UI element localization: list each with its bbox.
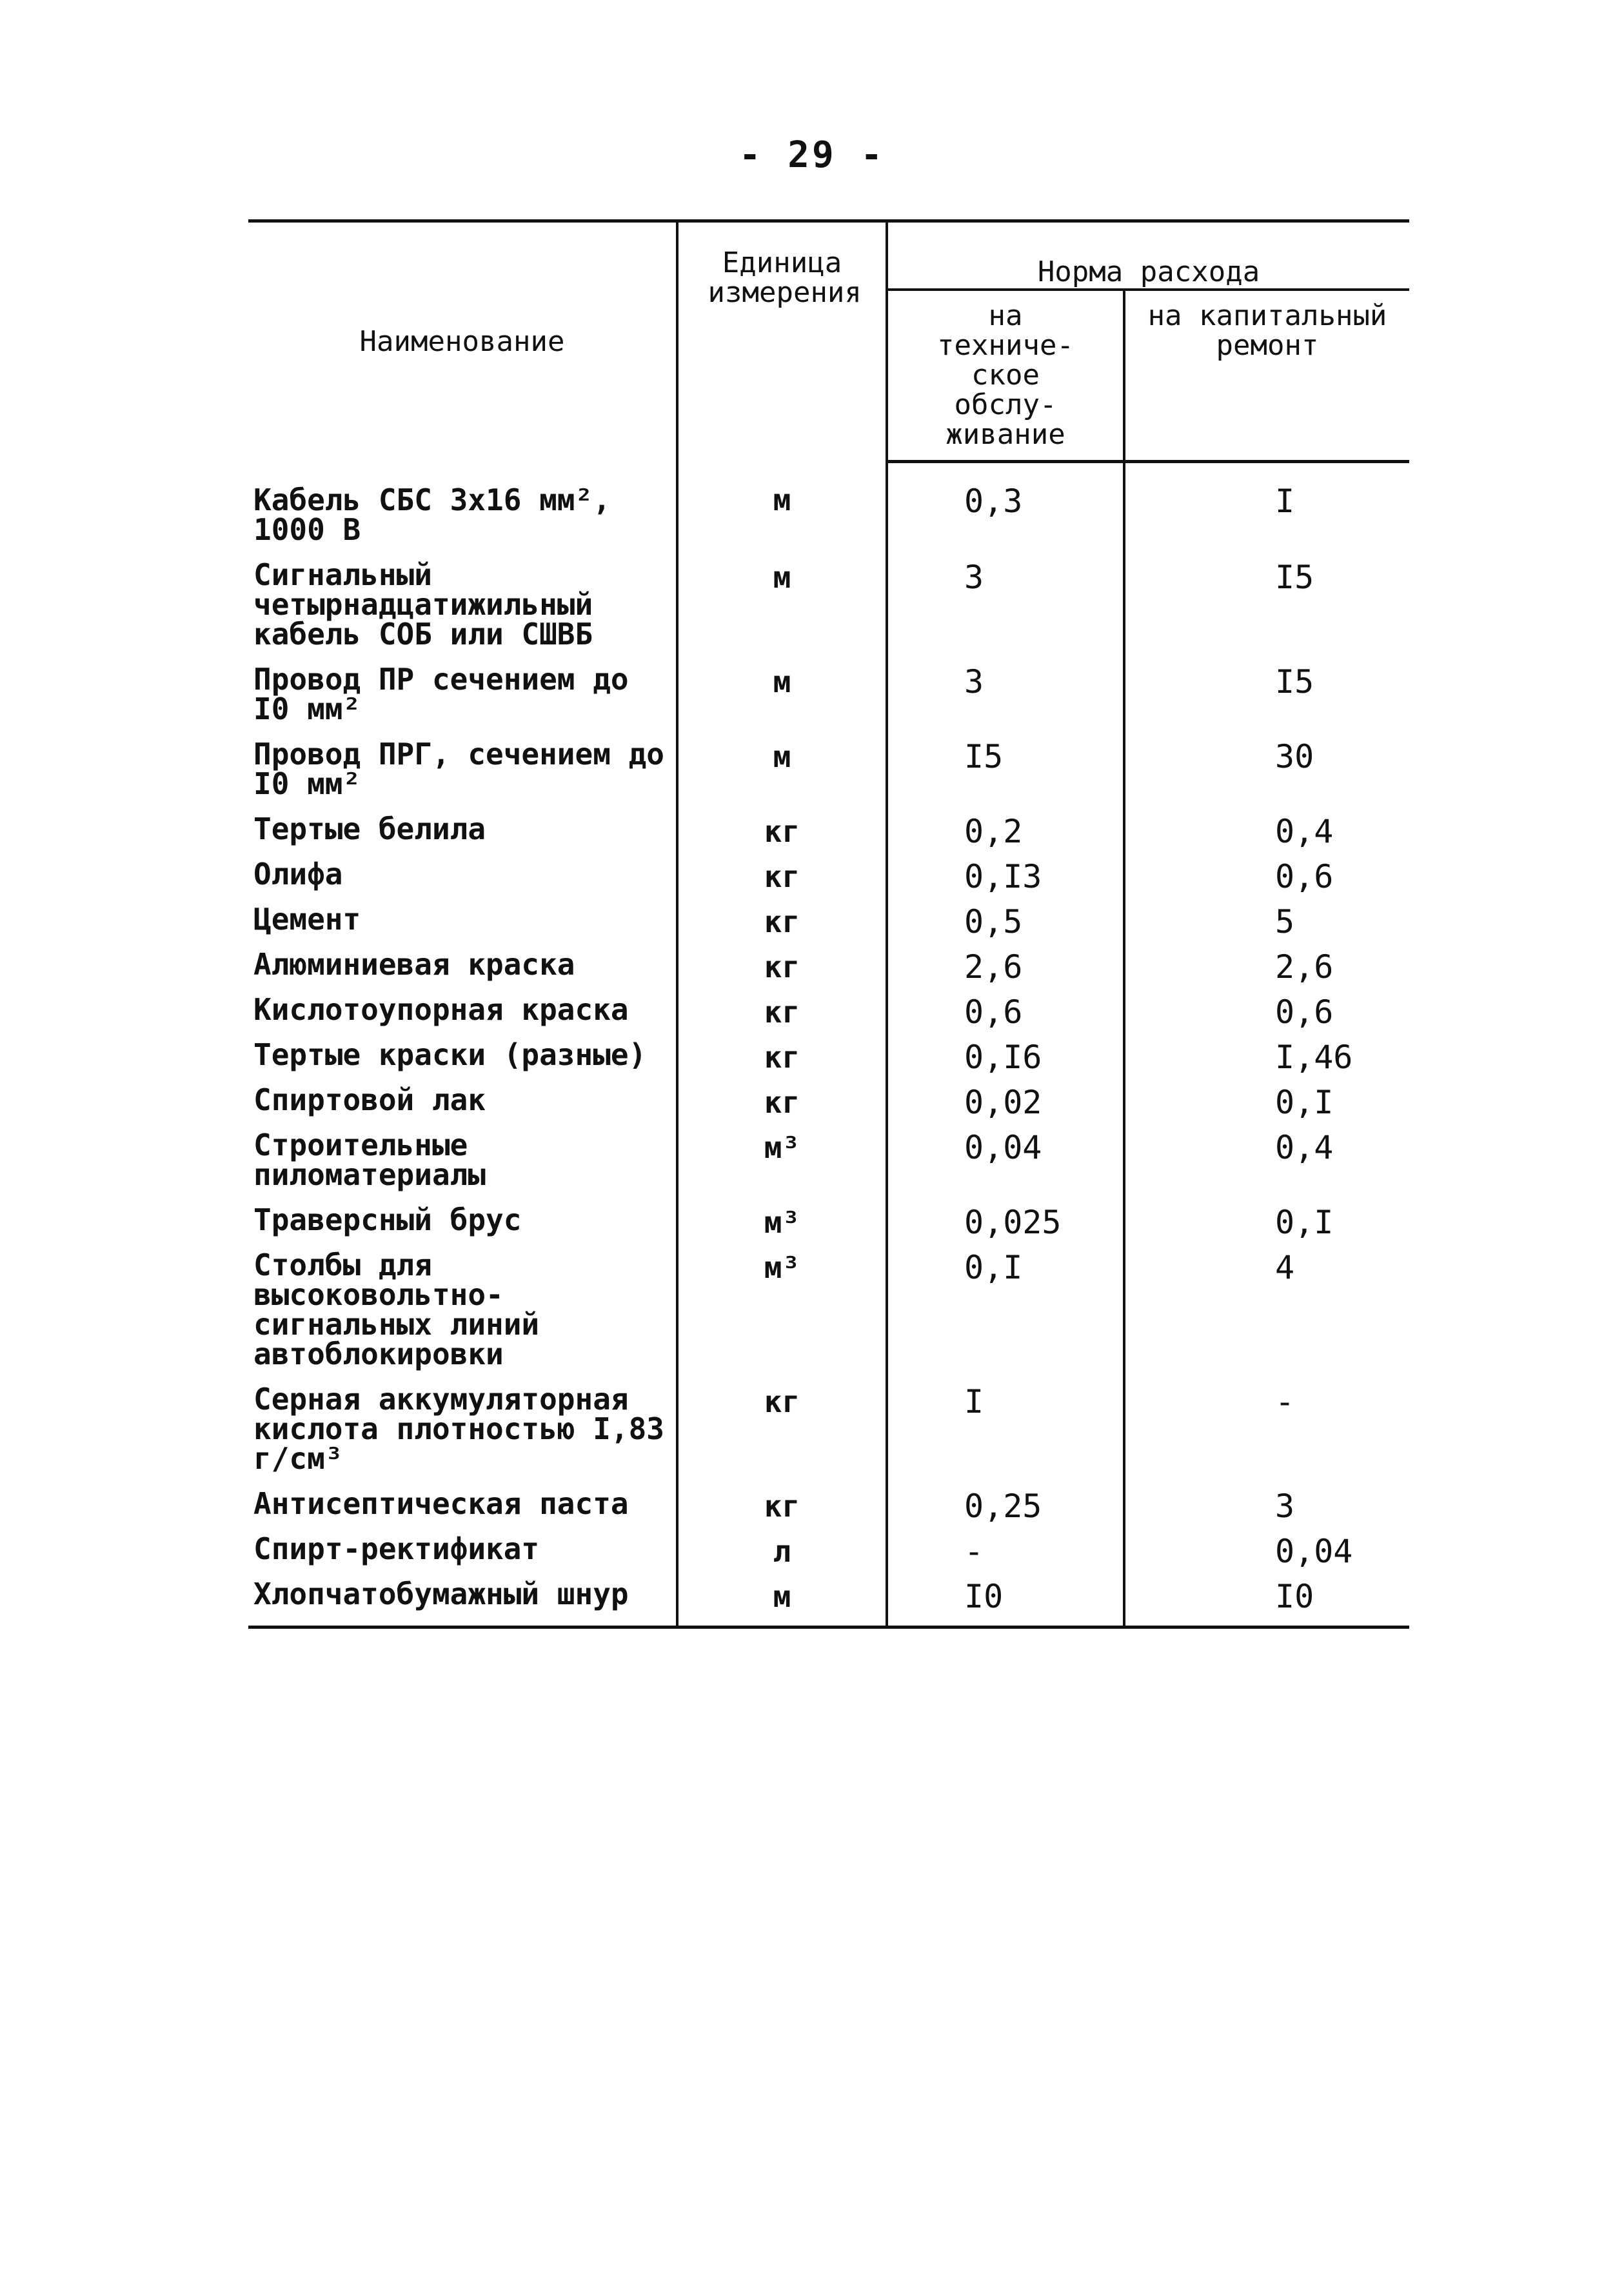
cell-tech: 2,6 bbox=[887, 943, 1124, 988]
cell-unit: кг bbox=[677, 1482, 887, 1528]
table-row bbox=[248, 1124, 1409, 1199]
cell-unit: м bbox=[677, 658, 887, 733]
cell-capital: 0,6 bbox=[1275, 993, 1334, 1031]
cell-tech: 0,6 bbox=[887, 988, 1124, 1033]
cell-unit: м³ bbox=[677, 1244, 887, 1378]
cell-capital: - bbox=[1275, 1382, 1295, 1420]
table-row bbox=[248, 1079, 1409, 1124]
header-capital bbox=[1124, 290, 1409, 462]
cell-tech: 0,2 bbox=[887, 808, 1124, 853]
table-row bbox=[248, 1199, 1409, 1244]
table-row bbox=[248, 733, 1409, 808]
table-row bbox=[248, 1528, 1409, 1573]
cell-unit: л bbox=[677, 1528, 887, 1573]
cell-tech: I bbox=[887, 1378, 1124, 1482]
cell-unit: м bbox=[677, 462, 887, 553]
cell-tech: 0,I3 bbox=[887, 853, 1124, 898]
cell-unit: кг bbox=[677, 853, 887, 898]
cell-name: Серная аккумуляторная кислота плотностью I,83 г/см³ bbox=[248, 1378, 677, 1482]
cell-unit: м bbox=[677, 1573, 887, 1627]
cell-tech: 0,04 bbox=[887, 1124, 1124, 1199]
cell-capital: 4 bbox=[1275, 1248, 1295, 1286]
cell-name: Олифа bbox=[248, 853, 677, 898]
cell-name: Тертые белила bbox=[248, 808, 677, 853]
cell-unit: м³ bbox=[677, 1199, 887, 1244]
header-tech bbox=[887, 290, 1124, 462]
cell-tech: I0 bbox=[887, 1573, 1124, 1627]
table-row bbox=[248, 898, 1409, 943]
table-row bbox=[248, 943, 1409, 988]
cell-unit: м³ bbox=[677, 1124, 887, 1199]
cell-capital: 0,4 bbox=[1275, 812, 1334, 850]
cell-capital: I5 bbox=[1275, 558, 1314, 596]
cell-capital: I0 bbox=[1124, 1573, 1409, 1627]
cell-name: Сигнальный четырнадцатижильный кабель СОБ или СШВБ bbox=[248, 553, 677, 658]
cell-name: Траверсный брус bbox=[248, 1199, 677, 1244]
cell-unit: кг bbox=[677, 1378, 887, 1482]
table-row bbox=[248, 1482, 1409, 1528]
consumption-norms-table bbox=[248, 219, 1409, 1629]
cell-capital: 2,6 bbox=[1275, 948, 1334, 986]
cell-name: Антисептическая паста bbox=[248, 1482, 677, 1528]
cell-tech: 0,I bbox=[887, 1244, 1124, 1378]
cell-capital: 30 bbox=[1275, 737, 1314, 775]
cell-unit: кг bbox=[677, 1033, 887, 1079]
cell-capital: 0,04 bbox=[1275, 1532, 1353, 1570]
cell-name: Цемент bbox=[248, 898, 677, 943]
cell-tech: 0,3 bbox=[887, 462, 1124, 553]
header-tech-text: на техниче-ское обслу-живание bbox=[937, 299, 1074, 451]
table-row bbox=[248, 658, 1409, 733]
cell-tech: 3 bbox=[887, 658, 1124, 733]
cell-capital: I5 bbox=[1275, 662, 1314, 701]
cell-name: Столбы для высоковольтно-сигнальных линий автоблокировки bbox=[248, 1244, 677, 1378]
header-capital-text: на капитальный ремонт bbox=[1147, 299, 1387, 362]
cell-name: Строительные пиломатериалы bbox=[248, 1124, 677, 1199]
cell-unit: м bbox=[677, 553, 887, 658]
header-unit bbox=[677, 221, 887, 462]
cell-name: Тертые краски (разные) bbox=[248, 1033, 677, 1079]
cell-name: Алюминиевая краска bbox=[248, 943, 677, 988]
cell-tech: 0,25 bbox=[887, 1482, 1124, 1528]
table-row bbox=[248, 988, 1409, 1033]
cell-tech: 0,5 bbox=[887, 898, 1124, 943]
cell-capital: I bbox=[1275, 483, 1295, 520]
cell-tech: 0,02 bbox=[887, 1079, 1124, 1124]
cell-tech: 0,I6 bbox=[887, 1033, 1124, 1079]
cell-unit: м bbox=[677, 733, 887, 808]
table-row bbox=[248, 1573, 1409, 1627]
cell-name: Кабель СБС 3х16 мм², 1000 В bbox=[248, 462, 677, 553]
cell-capital: 3 bbox=[1275, 1487, 1295, 1525]
cell-tech: I5 bbox=[887, 733, 1124, 808]
cell-tech: 0,025 bbox=[887, 1199, 1124, 1244]
header-norm: Норма расхода bbox=[887, 221, 1409, 290]
cell-capital: 5 bbox=[1275, 902, 1295, 940]
cell-unit: кг bbox=[677, 943, 887, 988]
cell-capital: 0,I bbox=[1275, 1083, 1334, 1121]
cell-name: Хлопчатобумажный шнур bbox=[248, 1573, 677, 1627]
table-row bbox=[248, 553, 1409, 658]
cell-capital: 0,4 bbox=[1275, 1128, 1334, 1166]
cell-name: Провод ПР сечением до I0 мм² bbox=[248, 658, 677, 733]
table-row bbox=[248, 462, 1409, 553]
cell-name: Спиртовой лак bbox=[248, 1079, 677, 1124]
table-row bbox=[248, 1033, 1409, 1079]
table-row bbox=[248, 808, 1409, 853]
cell-unit: кг bbox=[677, 898, 887, 943]
cell-unit: кг bbox=[677, 808, 887, 853]
page-number: - 29 - bbox=[738, 134, 886, 176]
cell-unit: кг bbox=[677, 988, 887, 1033]
header-unit-text: Единица измерения bbox=[708, 246, 862, 309]
cell-tech: 3 bbox=[887, 553, 1124, 658]
cell-name: Кислотоупорная краска bbox=[248, 988, 677, 1033]
cell-capital: 0,6 bbox=[1275, 857, 1334, 895]
cell-tech: - bbox=[887, 1528, 1124, 1573]
table-row bbox=[248, 853, 1409, 898]
table-row bbox=[248, 1378, 1409, 1482]
cell-capital: I,46 bbox=[1275, 1038, 1353, 1076]
header-name: Наименование bbox=[248, 221, 677, 462]
cell-unit: кг bbox=[677, 1079, 887, 1124]
cell-capital: 0,I bbox=[1275, 1203, 1334, 1241]
cell-name: Спирт-ректификат bbox=[248, 1528, 677, 1573]
table-row bbox=[248, 1244, 1409, 1378]
cell-name: Провод ПРГ, сечением до I0 мм² bbox=[248, 733, 677, 808]
